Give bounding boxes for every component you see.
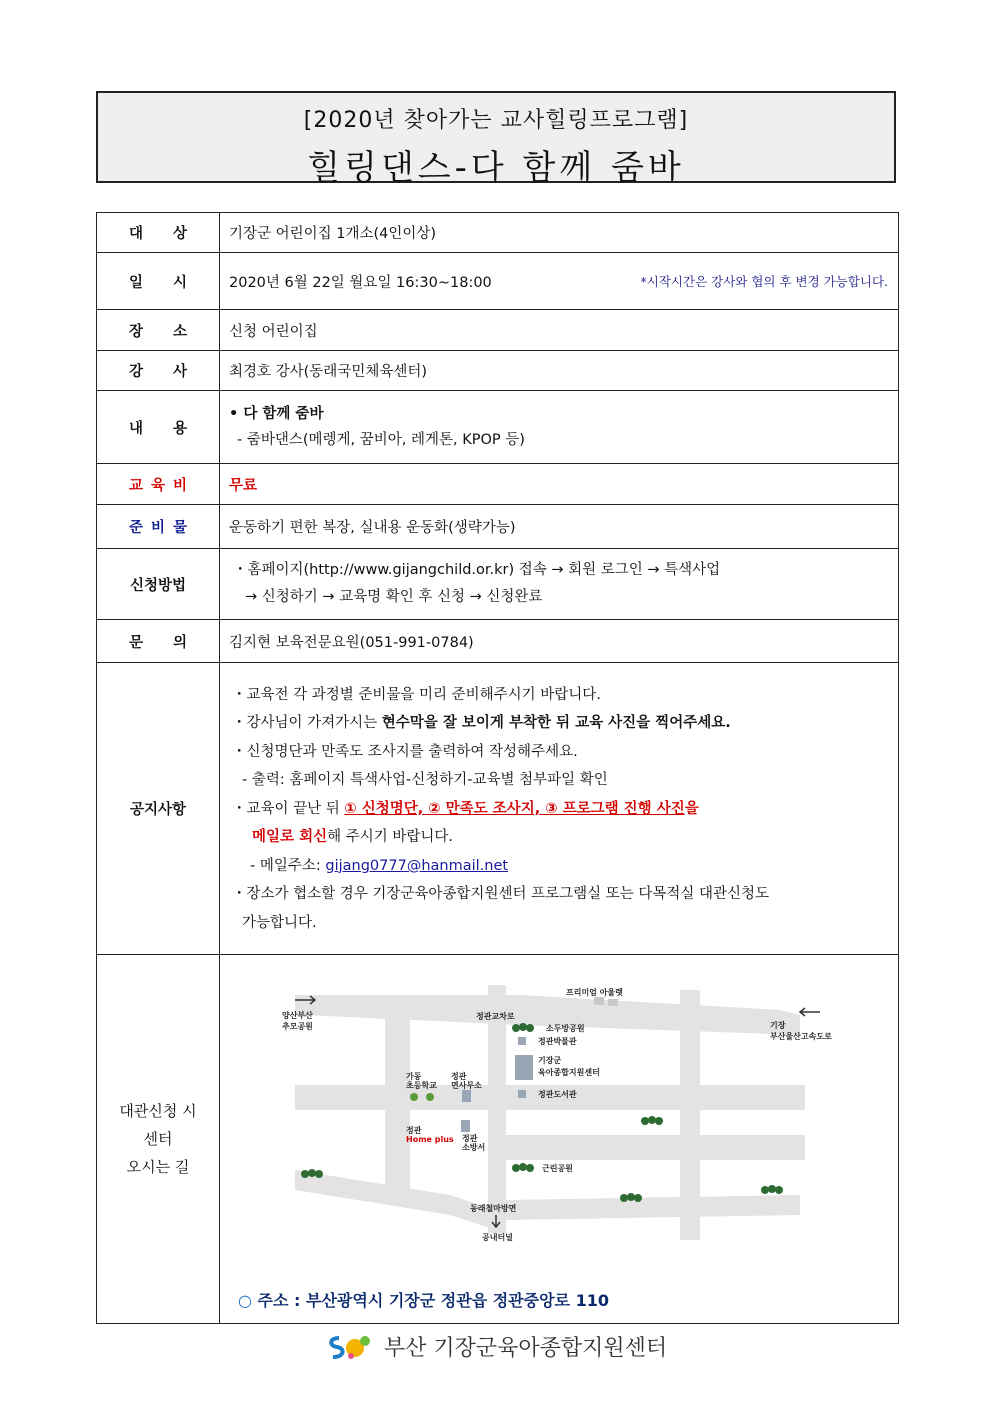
label-map-3: 오시는 길 [126,1158,190,1176]
apply-line2: → 신청하기 → 교육명 확인 후 신청 → 신청완료 [245,589,543,605]
value-datetime: 2020년 6월 22일 월요일 16:30~18:00 [229,274,492,291]
svg-text:프리미엄 아울렛: 프리미엄 아울렛 [566,988,623,997]
notice-line8: ・장소가 협소할 경우 기장군육아종합지원센터 프로그램실 또는 다목적실 대관신청도 [232,886,770,903]
content-line2: - 줌바댄스(메렝게, 꿈비아, 레게톤, KPOP 등) [237,432,525,448]
svg-text:부산울산고속도로: 부산울산고속도로 [770,1032,832,1041]
svg-text:근린공원: 근린공원 [542,1164,573,1173]
notice-line9: 가능합니다. [242,914,317,931]
notice-line5: ・교육이 끝난 뒤 ① 신청명단, ② 만족도 조사지, ③ 프로그램 진행 사진을 [232,800,699,817]
svg-text:소방서: 소방서 [462,1143,486,1152]
svg-text:육아종합지원센터: 육아종합지원센터 [538,1068,600,1077]
svg-text:양산부산: 양산부산 [282,1011,313,1020]
label-prep: 준 비 물 [129,520,187,536]
label-contact: 문 의 [129,634,187,651]
value-fee: 무료 [220,464,899,505]
svg-text:정관교차로: 정관교차로 [476,1012,515,1021]
label-apply: 신청방법 [97,549,220,620]
tree-icons [301,1023,783,1202]
value-instructor: 최경호 강사(동래국민체육센터) [220,351,899,391]
library-building-icon [518,1090,526,1098]
address-line: ○ 주소 : 부산광역시 기장군 정관읍 정관중앙로 110 [238,1291,609,1310]
label-notice: 공지사항 [97,663,220,955]
row-contact [97,620,899,663]
svg-text:가동: 가동 [406,1072,422,1081]
row-prep [97,505,899,549]
label-map-1: 대관신청 시 [119,1102,197,1120]
svg-text:기장: 기장 [770,1021,786,1030]
title-subtitle: [2020년 찾아가는 교사힐링프로그램] [303,108,689,133]
outlet-building-icon [594,997,604,1005]
notice-line3: ・신청명단과 만족도 조사지를 출력하여 작성해주세요. [232,743,578,760]
notice-line4: - 출력: 홈페이지 특색사업-신청하기-교육별 첨부파일 확인 [242,772,608,789]
footer-org-name: 부산 기장군육아종합지원센터 [383,1336,668,1361]
center-building-icon [515,1055,533,1080]
label-fee: 교 육 비 [129,477,187,494]
value-contact: 김지현 보육전문요원(051-991-0784) [220,620,899,663]
svg-text:추모공원: 추모공원 [282,1022,313,1031]
label-place: 장 소 [129,323,187,340]
svg-text:공내터널: 공내터널 [482,1233,513,1242]
info-table [96,212,899,1324]
row-place [97,310,899,351]
museum-building-icon [518,1037,526,1045]
office-building-icon [462,1090,471,1102]
notice-line7: - 메일주소: gijang0777@hanmail.net [250,857,509,874]
value-target: 기장군 어린이집 1개소(4인이상) [220,213,899,253]
content-line1: • 다 함께 줌바 [229,406,324,422]
email-link[interactable]: gijang0777@hanmail.net [325,857,509,874]
svg-text:Home plus: Home plus [406,1135,454,1144]
notice-line6: 메일로 회신해 주시기 바랍니다. [252,829,453,846]
svg-text:면사무소: 면사무소 [451,1081,482,1090]
arrow-left-icon [800,1008,820,1016]
fire-station-icon [461,1120,470,1132]
label-target: 대 상 [129,226,187,242]
location-map [220,955,902,1323]
title-main: 힐링댄스-다 함께 줌바 [307,148,685,188]
svg-text:정관: 정관 [462,1134,478,1143]
value-place: 신청 어린이집 [220,310,899,351]
notice-line1: ・교육전 각 과정별 준비물을 미리 준비해주시기 바랍니다. [232,686,601,703]
row-fee [97,464,899,505]
row-notice [97,663,899,955]
label-map-2: 센터 [143,1130,173,1148]
row-target [97,213,899,253]
datetime-note: *시작시간은 강사와 협의 후 변경 가능합니다. [640,274,888,289]
notice-line2: ・강사님이 가져가시는 현수막을 잘 보이게 부착한 뒤 교육 사진을 찍어주세요. [232,715,731,732]
svg-text:정관: 정관 [451,1072,467,1081]
row-instructor [97,351,899,391]
value-prep: 운동하기 편한 복장, 실내용 운동화(생략가능) [220,505,899,549]
row-datetime [97,253,899,310]
svg-text:정관도서관: 정관도서관 [538,1090,577,1099]
org-logo-icon [325,1332,373,1362]
svg-text:기장군: 기장군 [538,1056,562,1065]
footer [0,1331,992,1362]
row-apply [97,549,899,620]
label-instructor: 강 사 [129,364,187,380]
row-map [97,955,899,1324]
svg-text:동래철마방면: 동래철마방면 [470,1204,517,1213]
label-content: 내 용 [129,420,187,437]
svg-text:초등학교: 초등학교 [406,1081,437,1090]
svg-text:소두방공원: 소두방공원 [546,1024,585,1033]
title-box [96,91,896,188]
svg-text:정관박물관: 정관박물관 [538,1037,577,1046]
label-datetime: 일 시 [129,274,187,291]
svg-text:정관: 정관 [406,1126,422,1135]
row-content [97,391,899,464]
apply-line1: ・홈페이지(http://www.gijangchild.or.kr) 접속 → 회원 로그인 → 특색사업 [233,562,721,578]
